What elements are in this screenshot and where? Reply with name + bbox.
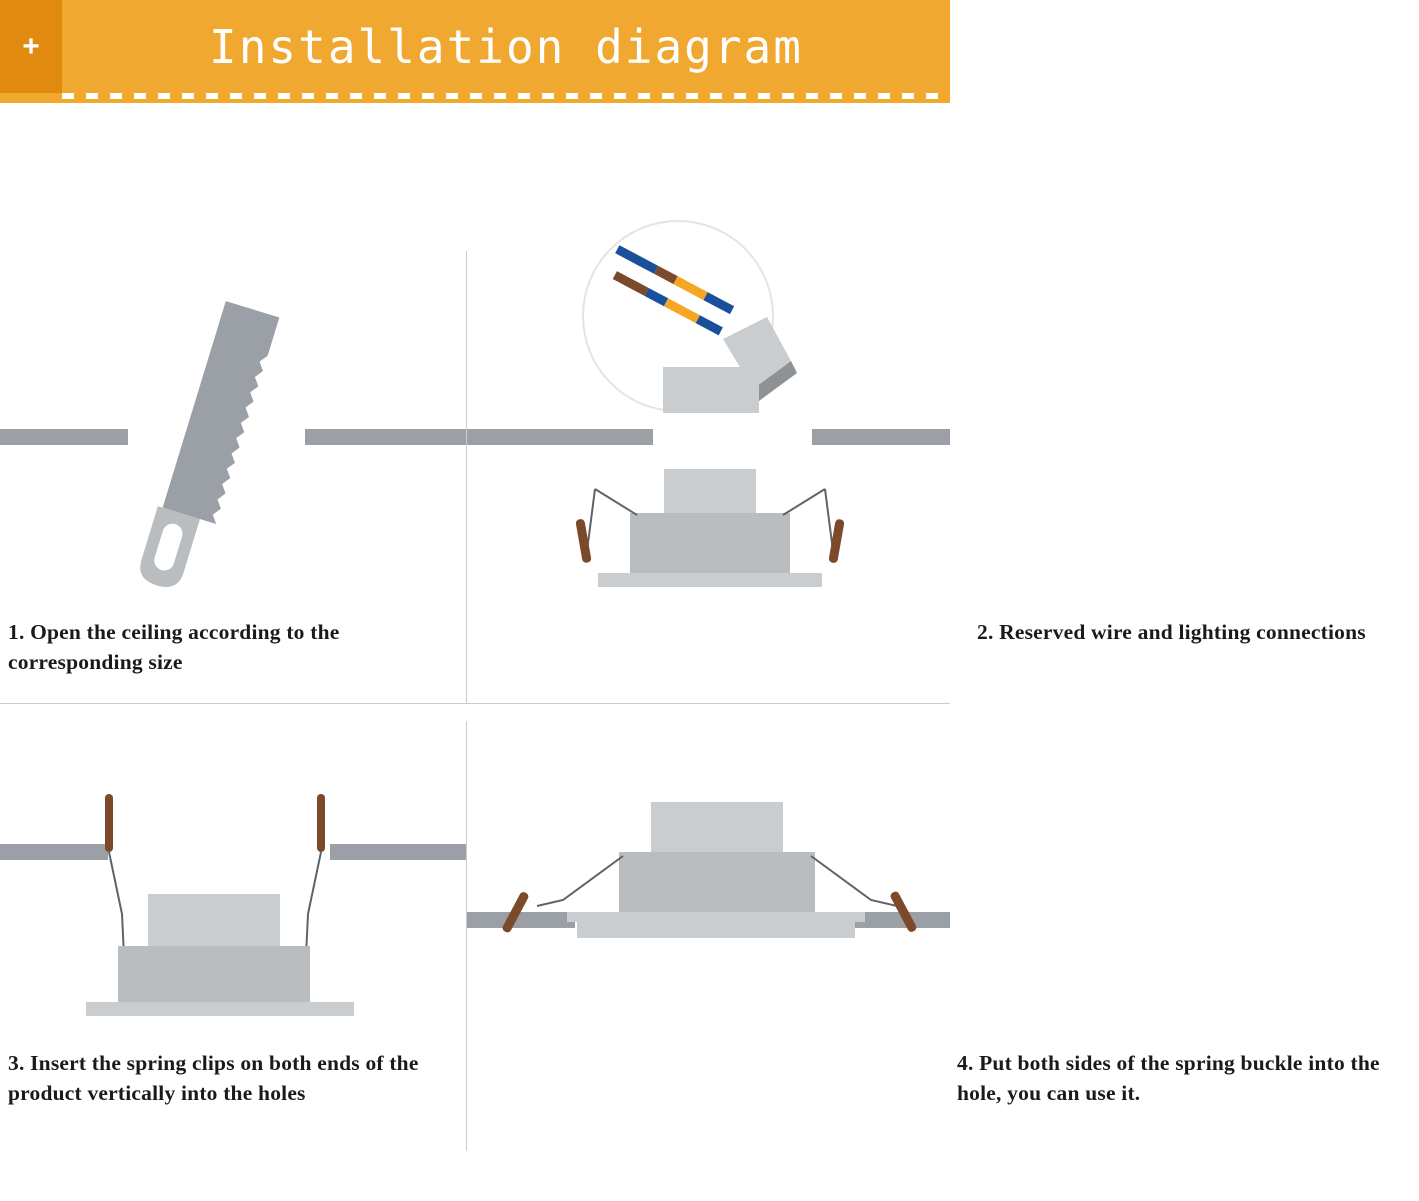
step-1-caption: 1. Open the ceiling according to the corresponding size <box>8 620 340 674</box>
header-dashed-divider <box>62 93 950 99</box>
downlight-clips-vertical-icon <box>0 704 466 1049</box>
step-2-panel <box>467 221 1366 703</box>
downlight-installed-in-hole-icon <box>467 704 950 1049</box>
step-3-caption: 3. Insert the spring clips on both ends of the product vertically into the holes <box>8 1051 419 1105</box>
page-title: Installation diagram <box>209 19 803 74</box>
step-3-panel <box>0 704 466 1151</box>
plus-icon: + <box>22 29 40 63</box>
step-4-panel <box>467 704 1380 1151</box>
step-2-illustration <box>467 221 950 703</box>
step-1-panel <box>0 221 466 703</box>
page-header <box>0 0 950 103</box>
step-4-caption: 4. Put both sides of the spring buckle into the hole, you can use it. <box>957 1051 1380 1105</box>
ceiling-cut-with-saw-icon <box>0 221 466 621</box>
step-4-illustration <box>467 704 950 1151</box>
wire-connector-and-downlight-icon <box>467 221 950 621</box>
steps-grid <box>0 103 1380 1201</box>
step-2-caption: 2. Reserved wire and lighting connections <box>977 620 1366 644</box>
